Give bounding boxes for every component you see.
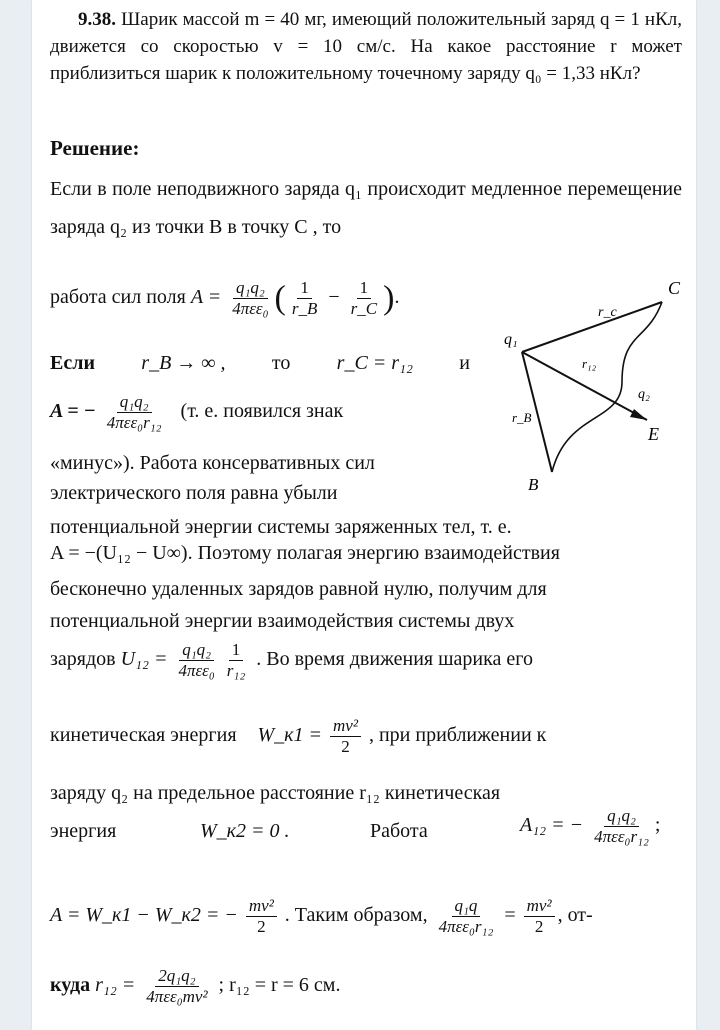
rc-den: r_C <box>350 299 378 318</box>
u12-rest: . Во время движения шарика его <box>256 648 533 671</box>
one-2: 1 <box>357 278 372 299</box>
aw-fraction-2 <box>436 896 497 937</box>
formula-a-fraction <box>229 278 271 319</box>
u12-line <box>50 640 533 681</box>
if-and: и <box>459 352 470 374</box>
inv-rc <box>348 278 380 319</box>
aw-num: mv² <box>246 896 277 917</box>
label-q1: q₁ <box>504 331 518 348</box>
work-word: Работа <box>370 820 428 842</box>
a12-lhs: A₁₂ = − <box>520 814 584 837</box>
work-label: работа сил поля <box>50 286 186 309</box>
if-word: Если <box>50 352 95 374</box>
label-rc: r_c <box>598 305 617 320</box>
final-num: 2q₁q₂ <box>155 966 198 987</box>
final-lhs: r₁₂ = <box>95 974 136 997</box>
formula-a2-den: 4πεε₀r₁₂ <box>106 413 162 432</box>
u12-fraction <box>175 640 217 681</box>
kin-word: кинетическая энергия <box>50 724 237 747</box>
aw-fraction <box>246 896 277 937</box>
charge-line: заряду q₂ на предельное расстояние r₁₂ кинетическая <box>50 782 501 804</box>
aw-end: , от- <box>557 904 593 927</box>
kin-fraction <box>330 716 361 757</box>
u12-num: q₁q₂ <box>179 640 214 661</box>
kin-lhs: W_к1 = <box>257 724 323 747</box>
formula-a2-fraction <box>104 392 165 433</box>
label-c: C <box>668 278 681 298</box>
problem-number: 9.38. <box>78 9 116 30</box>
one-1: 1 <box>297 278 312 299</box>
solution-header: Решение: <box>50 136 140 160</box>
energy-line: A = −(U₁₂ − U∞). Поэтому полагая энергию взаимодействия <box>50 542 560 564</box>
a12-den: 4πεε₀r₁₂ <box>594 827 649 846</box>
aw-den3: 2 <box>534 917 544 936</box>
if-rb-infinity: r_B → ∞ , <box>141 352 226 374</box>
text-line-4: бесконечно удаленных зарядов равной нулю, получим для <box>50 578 547 600</box>
rb-den: r_B <box>291 299 318 318</box>
formula-a2-line <box>50 392 343 433</box>
final-fraction <box>143 966 210 1007</box>
text-line-5: потенциальной энергии взаимодействия системы двух <box>50 610 515 632</box>
label-e: E <box>648 424 659 444</box>
aw-line <box>50 896 593 937</box>
final-word: куда <box>50 974 91 997</box>
aw-eq: = <box>504 904 516 927</box>
a12-end: ; <box>654 814 661 837</box>
aw-num3: mv² <box>524 896 555 917</box>
aw-mid: . Таким образом, <box>284 904 428 927</box>
u12-lhs: U₁₂ = <box>120 648 168 671</box>
aw-fraction-3 <box>524 896 555 937</box>
inv-rb <box>289 278 321 319</box>
work-formula-line: работа сил поля A = $\frac{\text{q₁q₂}}{\text{4πεε₀}}$ ( $\frac{1}{r\_B}$ − $\frac{1}{r\_C}$ ). <box>50 278 400 318</box>
formula-a-num: q₁q₂ <box>233 278 268 299</box>
a12-formula <box>520 806 660 847</box>
aw-lhs: A = W_к1 − W_к2 = − <box>50 904 238 927</box>
page <box>32 0 696 1030</box>
if-line <box>50 352 470 375</box>
aw-den2: 4πεε₀r₁₂ <box>438 917 494 936</box>
formula-a2-lhs: A = − <box>50 400 96 423</box>
final-den: 4πεε₀mv² <box>146 987 208 1006</box>
formula-a2-rest: (т. е. появился знак <box>180 400 344 423</box>
charge-diagram <box>472 272 702 502</box>
energy2-word: энергия <box>50 820 117 842</box>
energy2-line <box>50 806 690 846</box>
a12-num: q₁q₂ <box>604 806 639 827</box>
if-then: то <box>271 352 291 374</box>
if-rc-eq: r_C = r₁₂ <box>336 352 413 374</box>
solution-paragraph-1: Если в поле неподвижного заряда q₁ происходит медленное перемещение заряда q₂ из точки B в точку C , то <box>50 178 682 238</box>
text-line-2: электрического поля равна убыли <box>50 482 338 504</box>
final-line <box>50 966 340 1007</box>
a12-fraction <box>591 806 652 847</box>
u12-fraction-2 <box>224 640 248 681</box>
aw-num2: q₁q <box>452 896 481 917</box>
label-r12: r₁₂ <box>582 356 597 371</box>
text-line-3: потенциальной энергии системы заряженных тел, т. е. <box>50 516 512 538</box>
label-q2: q₂ <box>638 387 650 402</box>
aw-den: 2 <box>257 917 266 936</box>
line-rc <box>522 302 662 352</box>
kin-rest: , при приближении к <box>368 724 547 747</box>
u12-den: 4πεε₀ <box>178 661 215 680</box>
text-line-1: «минус»). Работа консервативных сил <box>50 452 375 474</box>
formula-a-den: 4πεε₀ <box>232 299 269 318</box>
kin-den: 2 <box>341 737 350 756</box>
problem-text: Шарик массой m = 40 мг, имеющий положительный заряд q = 1 нКл, движется со скоростью v = 10 см/с. На какое расстояние r может приблизиться шарик к положительному точечному заряду q₀ = 1,33 нКл? <box>50 9 683 84</box>
problem-statement <box>50 6 682 87</box>
formula-a2-num: q₁q₂ <box>117 392 152 413</box>
formula-a-lhs: A = <box>190 286 222 309</box>
wk2-zero: W_к2 = 0 . <box>200 820 290 842</box>
u12-den2: r₁₂ <box>226 661 246 680</box>
label-rb: r_B <box>512 410 532 425</box>
u12-word: зарядов <box>50 648 116 671</box>
kinetic-line <box>50 716 546 757</box>
label-b: B <box>528 475 539 494</box>
kin-num: mv² <box>330 716 361 737</box>
arrow-head <box>630 409 647 420</box>
final-rest: ; r₁₂ = r = 6 см. <box>218 974 341 997</box>
u12-num2: 1 <box>229 640 244 661</box>
